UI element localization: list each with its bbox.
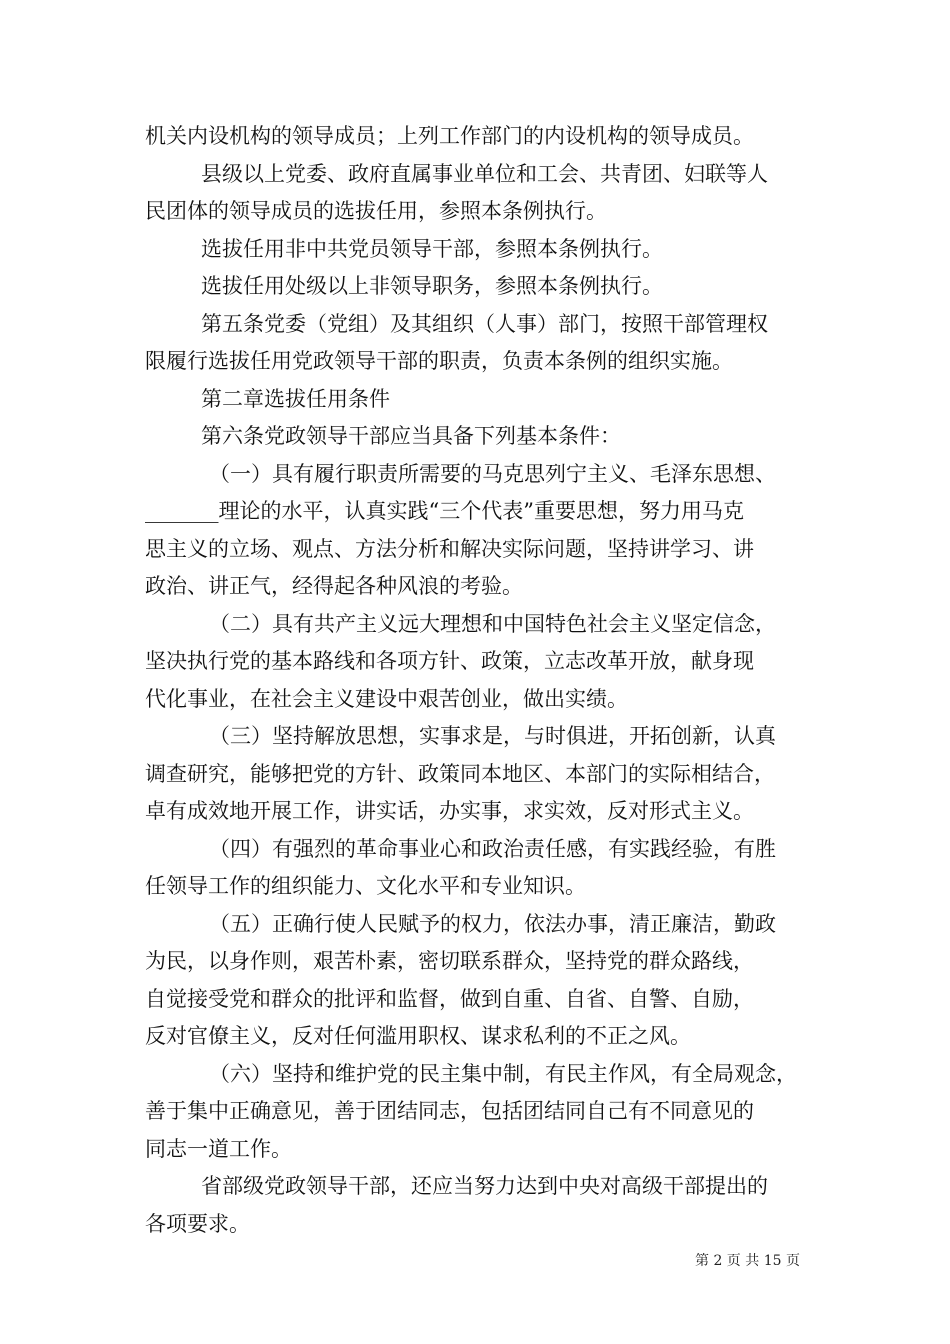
document-body: [145, 118, 810, 1243]
paragraph-line: 思主义的立场、观点、方法分析和解决实际问题，坚持讲学习、讲: [145, 536, 754, 561]
paragraph: [145, 156, 810, 231]
paragraph-line: 善于集中正确意见，善于团结同志，包括团结同自己有不同意见的: [145, 1099, 754, 1123]
paragraph: [145, 606, 810, 719]
paragraph: [145, 118, 810, 156]
paragraph-line: 各项要求。: [145, 1211, 250, 1236]
paragraph: [145, 381, 810, 419]
paragraph: [145, 1168, 810, 1243]
paragraph-line: （三）坚持解放思想，实事求是，与时俱进，开拓创新，认真: [209, 724, 776, 748]
paragraph: [145, 418, 810, 456]
paragraph-line: 省部级党政领导干部，还应当努力达到中央对高级干部提出的: [201, 1174, 768, 1198]
paragraph-line: （五）正确行使人民赋予的权力，依法办事，清正廉洁，勤政: [209, 911, 776, 936]
paragraph: [145, 306, 810, 381]
paragraph-line: 调查研究，能够把党的方针、政策同本地区、本部门的实际相结合，: [145, 761, 775, 786]
paragraph-line: （四）有强烈的革命事业心和政治责任感，有实践经验，有胜: [209, 836, 776, 861]
paragraph-line: 机关内设机构的领导成员；上列工作部门的内设机构的领导成员。: [145, 124, 754, 148]
paragraph-line: 第二章选拔任用条件: [201, 386, 390, 411]
paragraph-line: （六）坚持和维护党的民主集中制，有民主作风，有全局观念，: [209, 1061, 797, 1086]
paragraph-line: 选拔任用处级以上非领导职务，参照本条例执行。: [201, 274, 663, 298]
paragraph: [145, 456, 810, 606]
paragraph: [145, 268, 810, 306]
paragraph-line: 民团体的领导成员的选拔任用，参照本条例执行。: [145, 199, 607, 223]
paragraph-line: 选拔任用非中共党员领导干部，参照本条例执行。: [201, 236, 663, 261]
paragraph-line: 卓有成效地开展工作，讲实话，办实事，求实效，反对形式主义。: [145, 799, 754, 823]
paragraph: [145, 231, 810, 269]
paragraph-line: 自觉接受党和群众的批评和监督，做到自重、自省、自警、自励，: [145, 986, 754, 1011]
paragraph-line: 代化事业，在社会主义建设中艰苦创业，做出实绩。: [145, 686, 628, 711]
paragraph-line: 同志一道工作。: [145, 1136, 292, 1161]
paragraph-line: 县级以上党委、政府直属事业单位和工会、共青团、妇联等人: [201, 161, 768, 186]
paragraph-line: 第六条党政领导干部应当具备下列基本条件：: [201, 424, 621, 448]
paragraph: [145, 906, 810, 1056]
paragraph: [145, 831, 810, 906]
paragraph: [145, 718, 810, 831]
paragraph-line: 任领导工作的组织能力、文化水平和专业知识。: [145, 874, 586, 898]
paragraph-line: _______理论的水平，认真实践“三个代表”重要思想，努力用马克: [145, 499, 744, 523]
paragraph-line: 反对官僚主义，反对任何滥用职权、谋求私利的不正之风。: [145, 1024, 691, 1048]
paragraph-line: 第五条党委（党组）及其组织（人事）部门，按照干部管理权: [201, 311, 768, 336]
paragraph-line: 限履行选拔任用党政领导干部的职责，负责本条例的组织实施。: [145, 349, 733, 373]
paragraph-line: 为民，以身作则，艰苦朴素，密切联系群众，坚持党的群众路线，: [145, 949, 754, 973]
paragraph: [145, 1056, 810, 1169]
paragraph-line: 坚决执行党的基本路线和各项方针、政策，立志改革开放，献身现: [145, 649, 754, 673]
paragraph-line: 政治、讲正气，经得起各种风浪的考验。: [145, 574, 523, 598]
paragraph-line: （一）具有履行职责所需要的马克思列宁主义、毛泽东思想、: [209, 461, 776, 486]
paragraph-line: （二）具有共产主义远大理想和中国特色社会主义坚定信念，: [209, 611, 776, 636]
page-number-footer: 第 2 页 共 15 页: [695, 1253, 800, 1269]
